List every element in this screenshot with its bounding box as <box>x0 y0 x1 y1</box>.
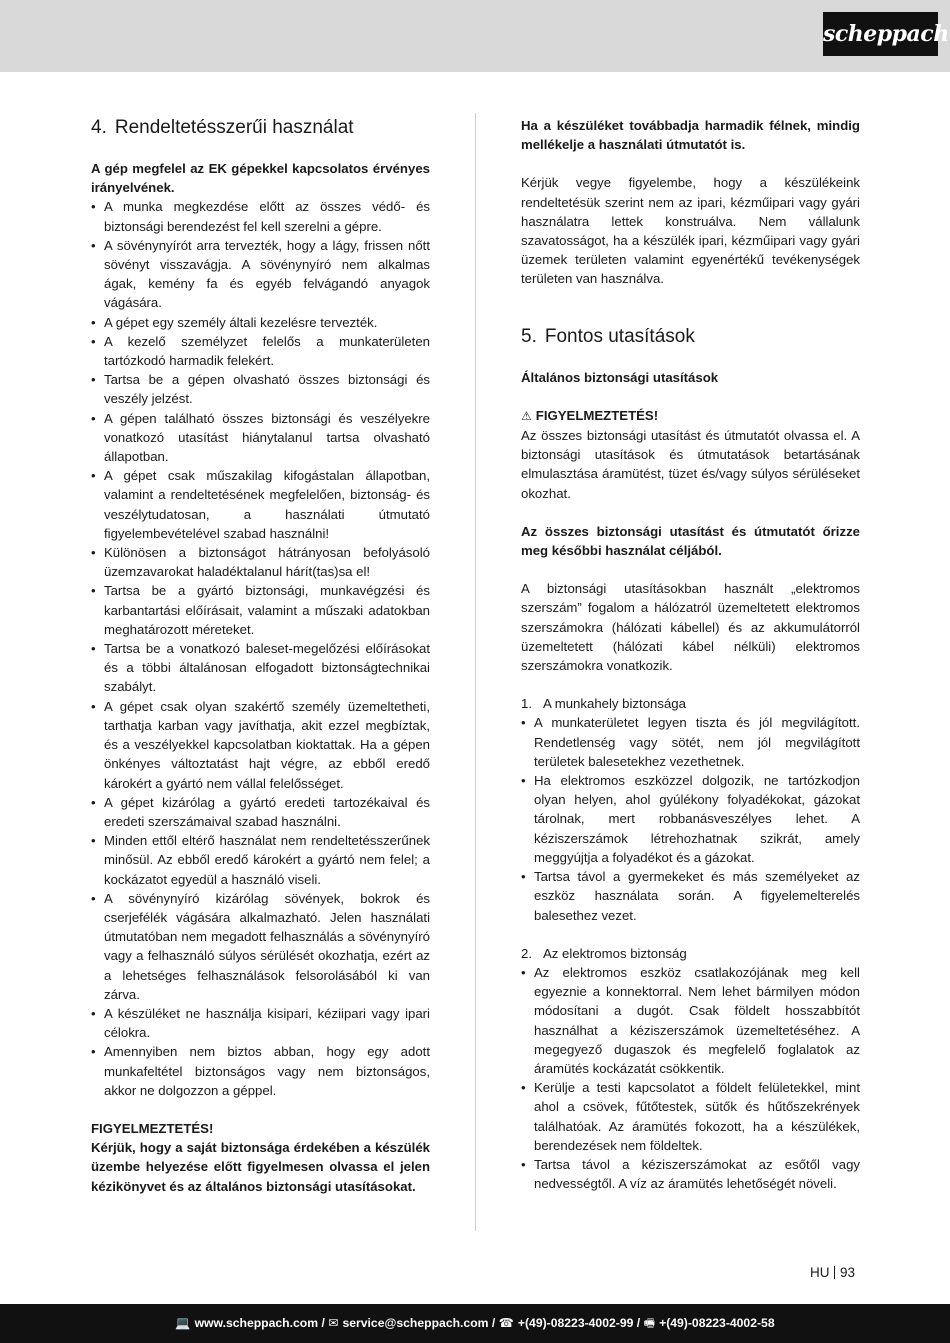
list-item: • A sövénynyírót arra tervezték, hogy a lágy, frissen nőtt sövényt visszavágja. A sövénynyíró nem alkalmas ágak, kemény fa és egyéb felvágandó anyagok vágására. <box>91 236 430 313</box>
conformity-statement: A gép megfelel az EK gépekkel kapcsolatos érvényes irányelvének. <box>91 161 430 196</box>
mail-icon: ✉ <box>328 1316 339 1330</box>
section-4-heading <box>91 116 430 140</box>
liability-note: Kérjük vegye figyelembe, hogy a készülékeink rendeltetésük szerint nem az ipari, kézműipari vagy gyári használatra lettek konstruálva. Nem vállalunk szavatosságot, ha a készülék ipari, kézműipari vagy gyári üzemek területen valamint egyenértékű tevékenységek területen van használva. <box>521 175 860 287</box>
section-title: Rendeltetésszerűi használat <box>114 117 354 138</box>
list-item: • Tartsa be a gyártó biztonsági, munkavégzési és karbantartási előírásait, valamint a műszaki adatokban meghatározott méreteket. <box>91 581 430 639</box>
page-number-value: 93 <box>840 1265 856 1280</box>
electrical-safety-list <box>521 963 860 1193</box>
phone-number: +(49)-08223-4002-99 <box>517 1316 634 1330</box>
website-link[interactable]: www.scheppach.com <box>194 1316 319 1330</box>
list-item: • A sövénynyíró kizárólag sövények, bokrok és cserjefélék vágására alkalmazható. Jelen használati útmutatóban nem megadott felhasználás a sövénynyíró vagy a felhasználó súlyos sérülését okozhatja, ezért az a lehetséges felhasználások felsorolásából ki van zárva. <box>91 889 430 1004</box>
contact-footer: 💻 www.scheppach.com / ✉ service@scheppach.com / ☎ +(49)-08223-4002-99 / 🖷 +(49)-08223-4002-58 <box>0 1304 950 1343</box>
scheppach-logo: scheppach <box>823 12 938 56</box>
page-number-separator <box>834 1266 836 1279</box>
section-number: 4. <box>91 117 107 138</box>
list-item: • Különösen a biztonságot hátrányosan befolyásoló üzemzavarokat haladéktalanul hárít(tas)sa el! <box>91 543 430 581</box>
right-column <box>521 116 860 1193</box>
header-band <box>0 0 950 72</box>
list-item: • A gépet csak műszakilag kifogástalan állapotban, valamint a rendeltetésének megfelelően, biztonság- és veszélytudatosan, a használati útmutató figyelembevételével szabad használni! <box>91 466 430 543</box>
list-item: • Tartsa be a gépen olvasható összes biztonsági és veszély jelzést. <box>91 370 430 408</box>
left-column <box>91 116 430 1196</box>
warning-title: FIGYELMEZTETÉS! <box>91 1120 214 1136</box>
warning-title: ⚠ FIGYELMEZTETÉS! <box>521 407 659 423</box>
phone-icon: ☎ <box>498 1316 514 1330</box>
keep-instructions-note: Az összes biztonsági utasítást és útmutatót őrizze meg későbbi használat céljából. <box>521 523 860 559</box>
workplace-safety-list <box>521 713 860 924</box>
list-item: • Az elektromos eszköz csatlakozójának meg kell egyeznie a konnektorral. Nem lehet bármilyen módon módosítani a dugót. Csak földelt hosszabbítót használhat a kéziszerszámok üzemeltetéséhez. A megegyező dugaszok és megfelelő foglalatok az áramütés kockázatát csökkentik. <box>521 963 860 1078</box>
list-item: • Minden ettől eltérő használat nem rendeltetésszerűnek minősül. Az ebből eredő károkért a gyártó nem felel; a kockázatot egyedül a használó viseli. <box>91 831 430 889</box>
list-item: • Tartsa távol a kéziszerszámokat az esőtől vagy nedvességtől. A víz az áramütés lehetőségét növeli. <box>521 1155 860 1193</box>
section-number: 5. <box>521 325 537 347</box>
warning-text: Az összes biztonsági utasítást és útmutatót olvassa el. A biztonsági utasítások és útmutatások betartásának elmulasztása áramütést, tüzet és/vagy súlyos sérüléseket okozhat. <box>521 428 860 501</box>
power-tool-definition: A biztonsági utasításokban használt „elektromos szerszám” fogalom a hálózatról üzemeltetett elektromos szerszámokra (hálózati kábellel) és az akkumulátorról üzemeltetett (hálózati kábel nélküli) elektromos szerszámokra vonatkozik. <box>521 581 860 674</box>
fax-icon: 🖷 <box>643 1316 656 1330</box>
list-item: • A munkaterületet legyen tiszta és jól megvilágított. Rendetlenség vagy sötét, nem jól megvilágított területek balesetekhez vezethetnek. <box>521 713 860 771</box>
subsection-1-heading: 1. A munkahely biztonsága <box>521 696 686 712</box>
list-item: • Kerülje a testi kapcsolatot a földelt felületekkel, mint ahol a csövek, fűtőtestek, sütők és hűtőszekrények találhatóak. Az áramütés fokozott, ha a készülékek, berendezések nem földeltek. <box>521 1078 860 1155</box>
language-code: HU <box>810 1265 830 1280</box>
list-item: • A készüléket ne használja kisipari, kéziipari vagy ipari célokra. <box>91 1004 430 1042</box>
subsection-2-heading: 2. Az elektromos biztonság <box>521 945 687 961</box>
page-number <box>810 1265 855 1280</box>
general-safety-heading: Általános biztonsági utasítások <box>521 369 719 385</box>
intended-use-list <box>91 197 430 1100</box>
warning-triangle-icon: ⚠ <box>521 408 532 423</box>
list-item: • Tartsa be a vonatkozó baleset-megelőzési előírásokat és a többi általánosan elfogadott biztonságtechnikai szabályt. <box>91 639 430 697</box>
handover-note: Ha a készüléket továbbadja harmadik félnek, mindig mellékelje a használati útmutatót is. <box>521 118 860 153</box>
list-item: • A munka megkezdése előtt az összes védő- és biztonsági berendezést fel kell szerelni a gépre. <box>91 197 430 235</box>
list-item: • A gépet kizárólag a gyártó eredeti tartozékaival és eredeti szerszámaival szabad használni. <box>91 793 430 831</box>
list-item: • A gépet egy személy általi kezelésre tervezték. <box>91 313 430 332</box>
section-title: Fontos utasítások <box>544 325 695 347</box>
computer-icon: 💻 <box>175 1316 191 1330</box>
warning-text: Kérjük, hogy a saját biztonsága érdekében a készülék üzembe helyezése előtt figyelmesen olvassa el jelen kézikönyvet és az általános biztonsági utasításokat. <box>91 1140 430 1194</box>
list-item: • A gépet csak olyan szakértő személy üzemeltetheti, tarthatja karban vagy javíthatja, akit ezzel megbíztak, és a veszélyekkel kapcsolatban kioktattak. Ha a gépen önkényes változtatást hajt végre, az ebből eredő károkért a gyártó nem vállal felelősséget. <box>91 697 430 793</box>
list-item: • Tartsa távol a gyermekeket és más személyeket az eszköz használata során. A figyelemelterelés balesethez vezet. <box>521 867 860 925</box>
list-item: • A gépen található összes biztonsági és veszélyekre vonatkozó utasítást hiánytalanul tartsa olvasható állapotban. <box>91 409 430 467</box>
section-5-heading <box>521 325 860 349</box>
column-divider <box>475 113 476 1231</box>
list-item: • Amennyiben nem biztos abban, hogy egy adott munkafeltétel biztonságos vagy nem biztonságos, akkor ne dolgozzon a géppel. <box>91 1042 430 1100</box>
list-item: • A kezelő személyzet felelős a munkaterületen tartózkodó harmadik felekért. <box>91 332 430 370</box>
email-link[interactable]: service@scheppach.com <box>342 1316 489 1330</box>
list-item: • Ha elektromos eszközzel dolgozik, ne tartózkodjon olyan helyen, ahol gyúlékony folyadékokat, gázokat tárolnak, mert robbanásveszélyes lehet. A kéziszerszámok létrehozhatnak szikrát, amely meggyújtja a folyadékot és a gázokat. <box>521 771 860 867</box>
fax-number: +(49)-08223-4002-58 <box>659 1316 775 1330</box>
